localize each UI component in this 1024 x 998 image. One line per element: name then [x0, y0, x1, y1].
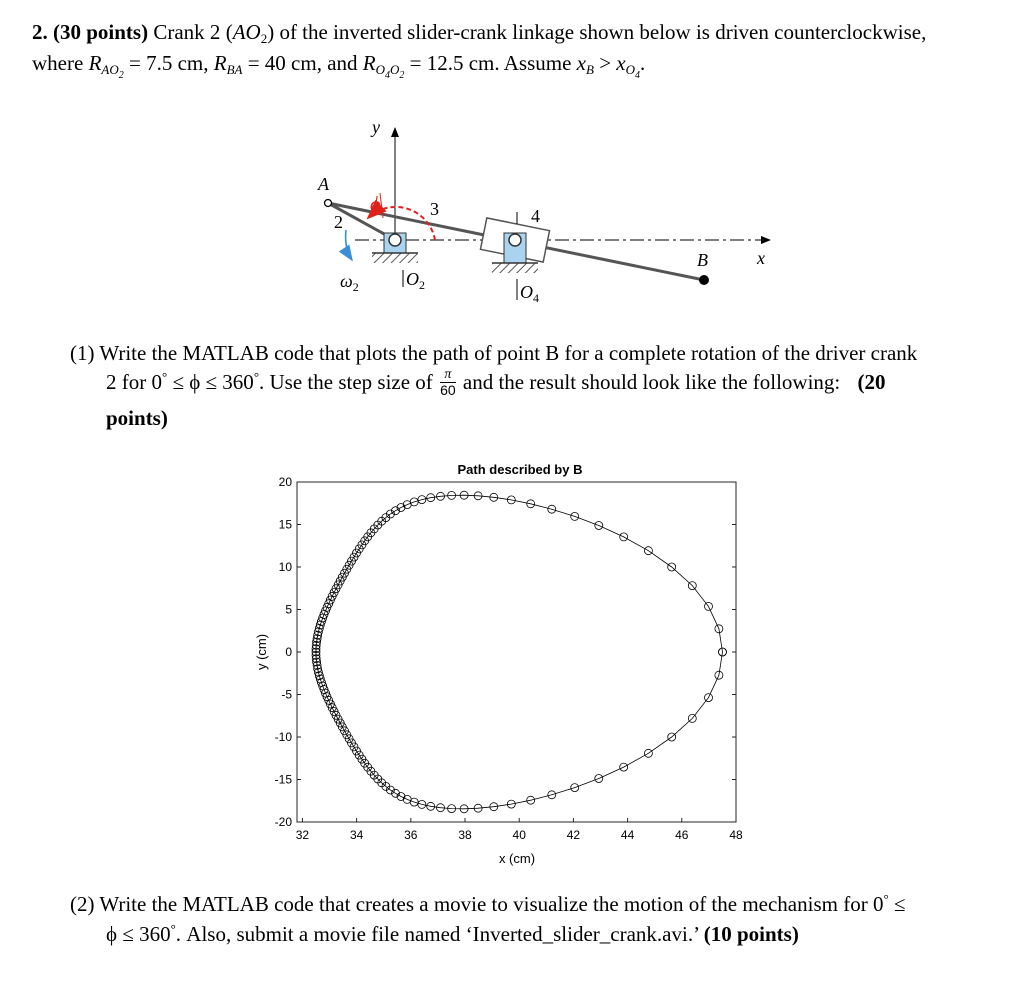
chart-title: Path described by B [457, 462, 583, 477]
part1-points-b: points) [106, 406, 168, 430]
given-r-ba-sub: BA [226, 62, 243, 77]
given-r-ao2-value: = 7.5 cm, [128, 51, 209, 75]
y-tick-label: 10 [278, 560, 292, 574]
omega-label: $\omega_2$ [340, 271, 359, 294]
assume-word: Assume [503, 51, 572, 75]
step-fraction-num: π [440, 368, 456, 383]
o4-ground [492, 263, 538, 273]
part2-line-2: ϕ ≤ 360°. Also, submit a movie file named ‘Inverted_slider_crank.avi.’ (10 points) [106, 921, 799, 946]
x-tick-label: 32 [295, 828, 310, 842]
crank-name: Crank 2 [153, 20, 221, 44]
problem-line1-rest: of the inverted slider-crank linkage shown below is driven counterclockwise, [274, 20, 927, 44]
given-r-o4o2-value: = 12.5 cm. [409, 51, 500, 75]
part1-points-a: (20 [857, 370, 886, 394]
x-axis-label: x [757, 248, 765, 268]
y-tick-label: 5 [285, 602, 292, 617]
point-b [699, 275, 709, 285]
link-3-label: 3 [430, 199, 439, 219]
point-b-label: B [697, 250, 708, 270]
assume-op: > [599, 51, 612, 75]
y-tick-label: -20 [274, 815, 292, 829]
problem-points: (30 points) [53, 20, 149, 44]
crank-symbol: AO [232, 20, 261, 44]
y-tick-label: 20 [278, 475, 292, 489]
y-tick-label: 15 [278, 517, 292, 532]
x-tick-label: 40 [512, 828, 526, 842]
y-tick-label: -5 [281, 687, 292, 702]
part1-text-1: Write the MATLAB code that plots the path of point B for a complete rotation of the driver crank [99, 341, 918, 365]
point-a [325, 200, 332, 207]
given-r-ba: R [213, 51, 227, 75]
assume-xb-sub: B [585, 62, 594, 77]
part1-suffix: and the result should look like the following: [462, 370, 841, 394]
phi-label: ϕ [370, 192, 381, 216]
assume-xo4-sub: O [625, 62, 635, 77]
problem-line-2: where $R_{AO_2} = 7.5$ cm, $R_{BA} = 40$ cm, and $R_{O_4O_2} = 12.5$ cm. Assume $x_B > x_{O_4}$. [32, 51, 646, 81]
mechanism-diagram [0, 0, 1024, 330]
given-r-o4o2-sub: O [375, 62, 385, 77]
x-tick-label: 38 [458, 828, 472, 842]
step-fraction [440, 368, 456, 397]
part2-range: ϕ ≤ 360 [106, 922, 171, 946]
part2-label: (2) [70, 892, 95, 916]
point-a-label: A [318, 174, 329, 194]
chart-xlabel: x (cm) [498, 851, 536, 866]
where-word: where [32, 51, 84, 75]
part2-line-1: (2) Write the MATLAB code that creates a movie to visualize the motion of the mechanism for 0° ≤ [70, 891, 906, 916]
o2-pin [389, 234, 401, 246]
x-tick-label: 36 [404, 828, 418, 842]
part1-line-1 [70, 340, 917, 367]
given-r-ao2: R [88, 51, 102, 75]
problem-line-1: 2. (30 points) Crank 2 $(AO_2)$ of the inverted slider-crank linkage shown below is driven counterclockwise, [32, 20, 927, 46]
o2-ground [372, 253, 418, 263]
path-chart [0, 455, 1024, 875]
part2-text-2: . Also, submit a movie file named ‘Inverted_slider_crank.avi.’ [175, 922, 699, 946]
link-4-label: 4 [531, 206, 540, 226]
given-r-ao2-subsub: 2 [118, 70, 124, 81]
y-tick-label: -15 [274, 772, 292, 787]
part1-range-start: 2 for 0 [106, 370, 162, 394]
given-r-ao2-sub: AO [101, 62, 119, 77]
x-tick-label: 42 [566, 828, 581, 842]
x-tick-label: 46 [675, 828, 689, 842]
problem-number: 2. [32, 20, 48, 44]
part1-range: ≤ ϕ ≤ 360 [172, 370, 254, 394]
o2-label: $O_2$ [406, 269, 425, 292]
part2-points: (10 points) [703, 922, 799, 946]
chart-plot-area [297, 482, 736, 822]
part1-line-2: 2 for 0° ≤ ϕ ≤ 360°. Use the step size of $\frac{\pi}{60}$ and the result should look like the following: (20 [106, 366, 886, 398]
step-fraction-den: 60 [440, 381, 456, 398]
o4-label: $O_4$ [520, 282, 539, 305]
y-axis-label: y [372, 117, 380, 137]
part1-step-text: . Use the step size of [259, 370, 433, 394]
assume-xb: x [576, 51, 586, 75]
given-r-o4o2: R [362, 51, 376, 75]
chart-ylabel: y (cm) [254, 633, 269, 671]
y-tick-label: 0 [285, 645, 292, 659]
part1-label: (1) [70, 341, 95, 365]
x-tick-label: 34 [349, 828, 364, 842]
given-r-ba-value: = 40 cm, and [247, 51, 358, 75]
omega-arrow [346, 230, 352, 260]
y-tick-label: -10 [274, 730, 292, 744]
part2-text-1: Write the MATLAB code that creates a movie to visualize the motion of the mechanism for 0 [99, 892, 884, 916]
o4-pin [509, 234, 521, 246]
part2-leq: ≤ [893, 892, 906, 916]
x-tick-label: 48 [729, 828, 743, 842]
link-2-label: 2 [334, 212, 343, 232]
x-tick-label: 44 [620, 828, 635, 842]
